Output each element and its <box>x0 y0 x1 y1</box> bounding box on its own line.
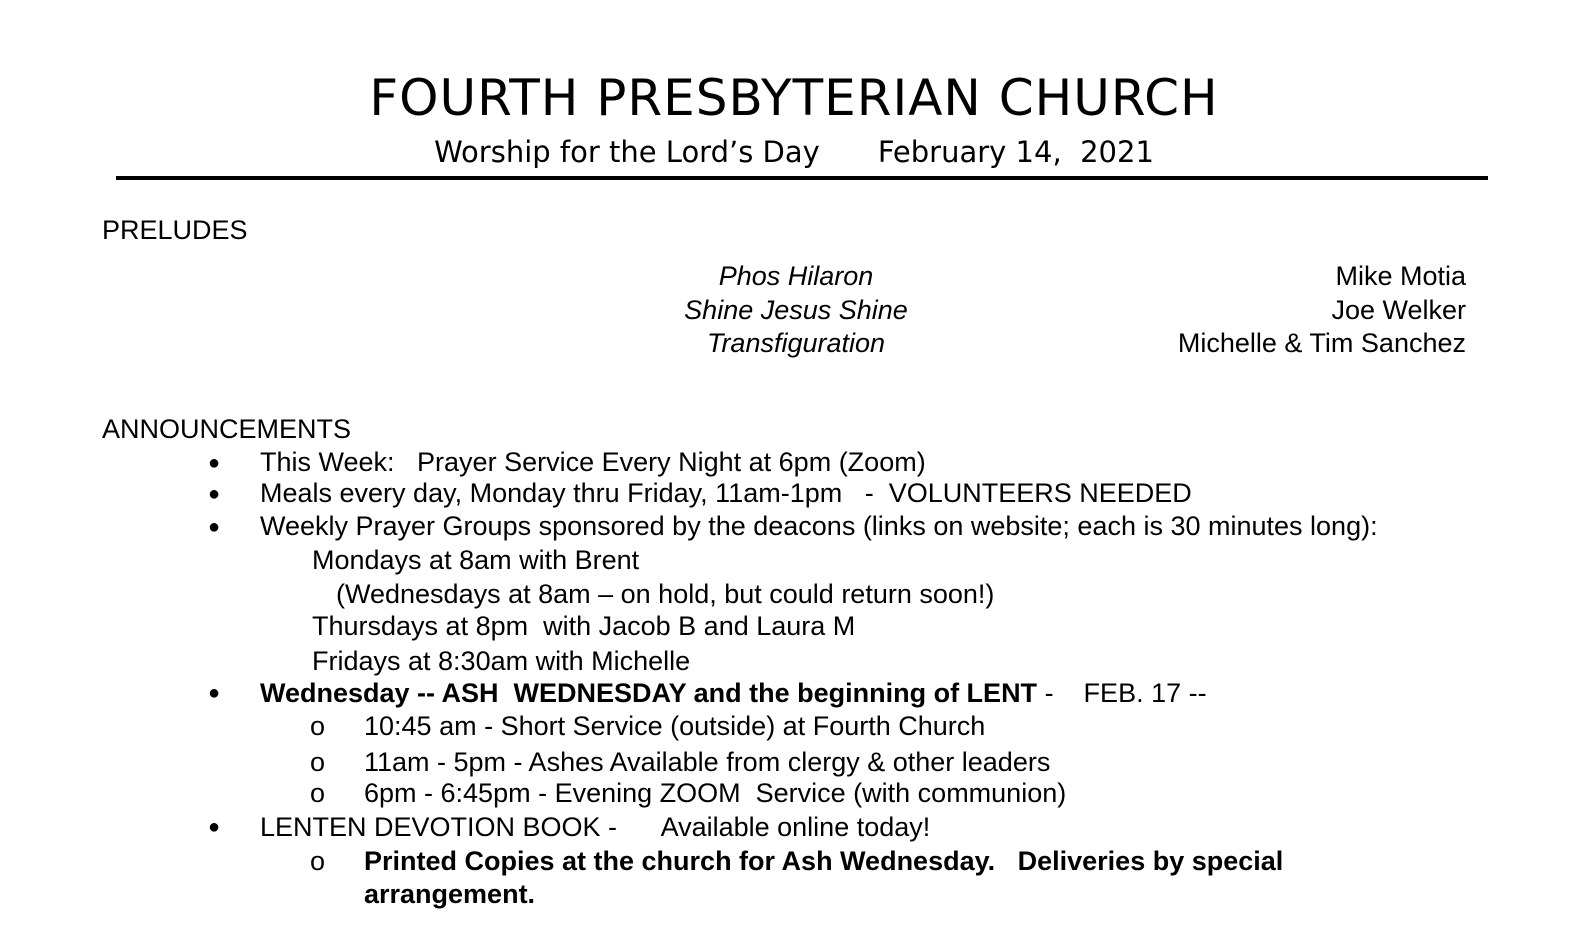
bullet-icon: ● <box>208 516 221 538</box>
prelude-performer: Mike Motia <box>1335 261 1466 291</box>
prayer-group-line: Mondays at 8am with Brent <box>312 545 640 575</box>
sub-announcement-item: 11am - 5pm - Ashes Available from clergy & other leaders <box>364 747 1051 777</box>
prelude-title: Phos Hilaron <box>718 261 874 291</box>
header-divider <box>116 176 1488 180</box>
preludes-heading: PRELUDES <box>102 215 248 245</box>
prelude-row <box>0 259 1588 293</box>
prayer-group-line: Thursdays at 8pm with Jacob B and Laura M <box>312 611 856 641</box>
bullet-icon: ● <box>208 682 221 704</box>
service-name: Worship for the Lord’s Day <box>434 135 820 169</box>
bullet-icon: ● <box>208 816 221 838</box>
announcement-item <box>260 677 1207 710</box>
sub-bullet-icon: o <box>310 711 326 741</box>
announcement-item: LENTEN DEVOTION BOOK - Available online today! <box>260 812 931 842</box>
prelude-performer: Joe Welker <box>1331 295 1466 325</box>
church-name-heading: FOURTH PRESBYTERIAN CHURCH <box>369 69 1219 127</box>
announcements-heading: ANNOUNCEMENTS <box>102 414 352 444</box>
sub-bullet-icon: o <box>310 846 326 876</box>
sub-bullet-icon: o <box>310 747 326 777</box>
prayer-group-line: Fridays at 8:30am with Michelle <box>312 646 691 676</box>
prayer-group-line: (Wednesdays at 8am – on hold, but could return soon!) <box>336 579 995 609</box>
sub-announcement-item: Printed Copies at the church for Ash Wednesday. Deliveries by special <box>364 846 1284 876</box>
ash-wednesday-date: - FEB. 17 -- <box>1037 678 1207 708</box>
announcement-item: Meals every day, Monday thru Friday, 11am-1pm - VOLUNTEERS NEEDED <box>260 478 1192 508</box>
announcement-item: Weekly Prayer Groups sponsored by the deacons (links on website; each is 30 minutes long): <box>260 511 1378 541</box>
prelude-row <box>0 293 1588 327</box>
bullet-icon: ● <box>208 483 221 505</box>
prelude-row <box>0 326 1588 360</box>
announcement-item: This Week: Prayer Service Every Night at 6pm (Zoom) <box>260 447 926 477</box>
prelude-title: Shine Jesus Shine <box>684 295 908 325</box>
sub-announcement-item: 6pm - 6:45pm - Evening ZOOM Service (with communion) <box>364 778 1067 808</box>
service-date: February 14, 2021 <box>877 135 1154 169</box>
ash-wednesday-heading: Wednesday -- ASH WEDNESDAY and the beginning of LENT <box>260 678 1038 708</box>
sub-announcement-item-continued: arrangement. <box>364 879 536 909</box>
service-subtitle <box>0 133 1588 171</box>
bullet-icon: ● <box>208 452 221 474</box>
sub-announcement-item: 10:45 am - Short Service (outside) at Fourth Church <box>364 711 986 741</box>
prelude-performer: Michelle & Tim Sanchez <box>1177 328 1466 358</box>
prelude-title: Transfiguration <box>706 328 886 358</box>
sub-bullet-icon: o <box>310 778 326 808</box>
